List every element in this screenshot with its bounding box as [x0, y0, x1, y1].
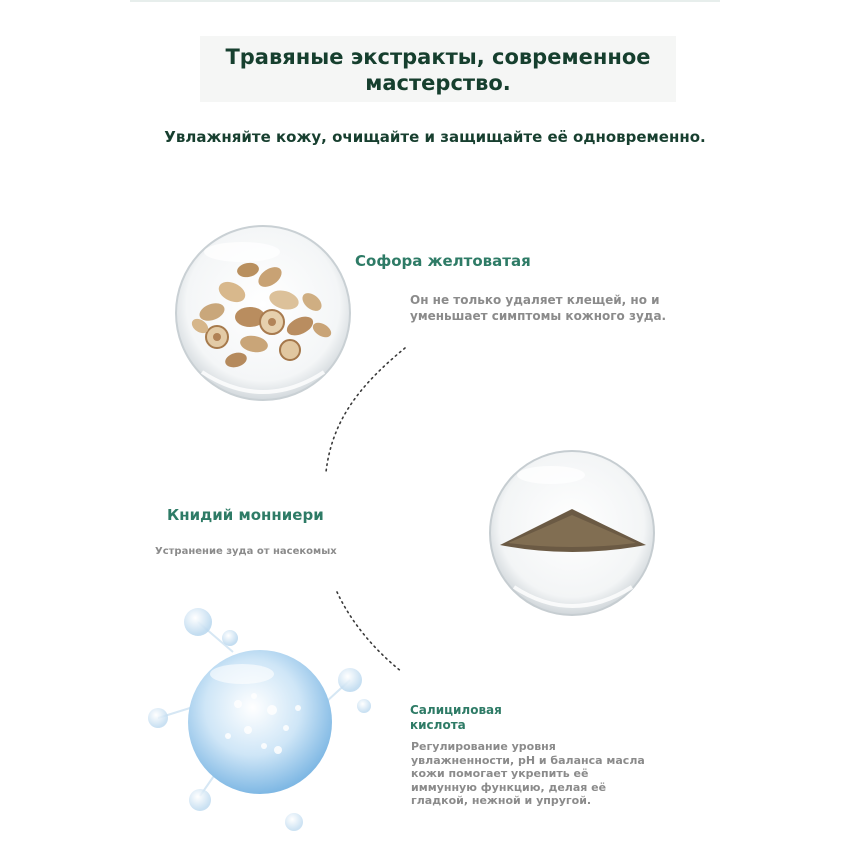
desc-line: увлажненности, рН и баланса масла [411, 753, 645, 767]
desc-line: уменьшает симптомы кожного зуда. [410, 309, 667, 323]
ingredient-title-salicylic [410, 703, 502, 733]
desc-line: кожи помогает укрепить её [411, 767, 589, 780]
desc-line: Он не только удаляет клещей, но и [410, 293, 660, 307]
title-line-1: Травяные экстракты, современное [225, 45, 651, 69]
sophora-root-image [172, 222, 354, 404]
ingredient-title-cnidium: Книдий монниери [167, 506, 324, 524]
salicylic-acid-image [138, 600, 388, 850]
title-line: кислота [410, 718, 466, 732]
ingredient-desc-salicylic [411, 740, 645, 808]
page-subtitle: Увлажняйте кожу, очищайте и защищайте её одновременно. [164, 128, 706, 146]
title-line-2: мастерство. [365, 71, 511, 95]
desc-line: Регулирование уровня [411, 740, 556, 753]
desc-line: гладкой, нежной и упругой. [411, 794, 592, 807]
cnidium-seed-image [486, 447, 658, 619]
ingredient-desc-sophora [410, 292, 666, 324]
desc-line: иммунную функцию, делая её [411, 780, 607, 794]
title-line: Салициловая [410, 703, 502, 717]
ingredient-title-sophora: Софора желтоватая [355, 252, 531, 270]
ingredient-desc-cnidium: Устранение зуда от насекомых [155, 546, 337, 557]
